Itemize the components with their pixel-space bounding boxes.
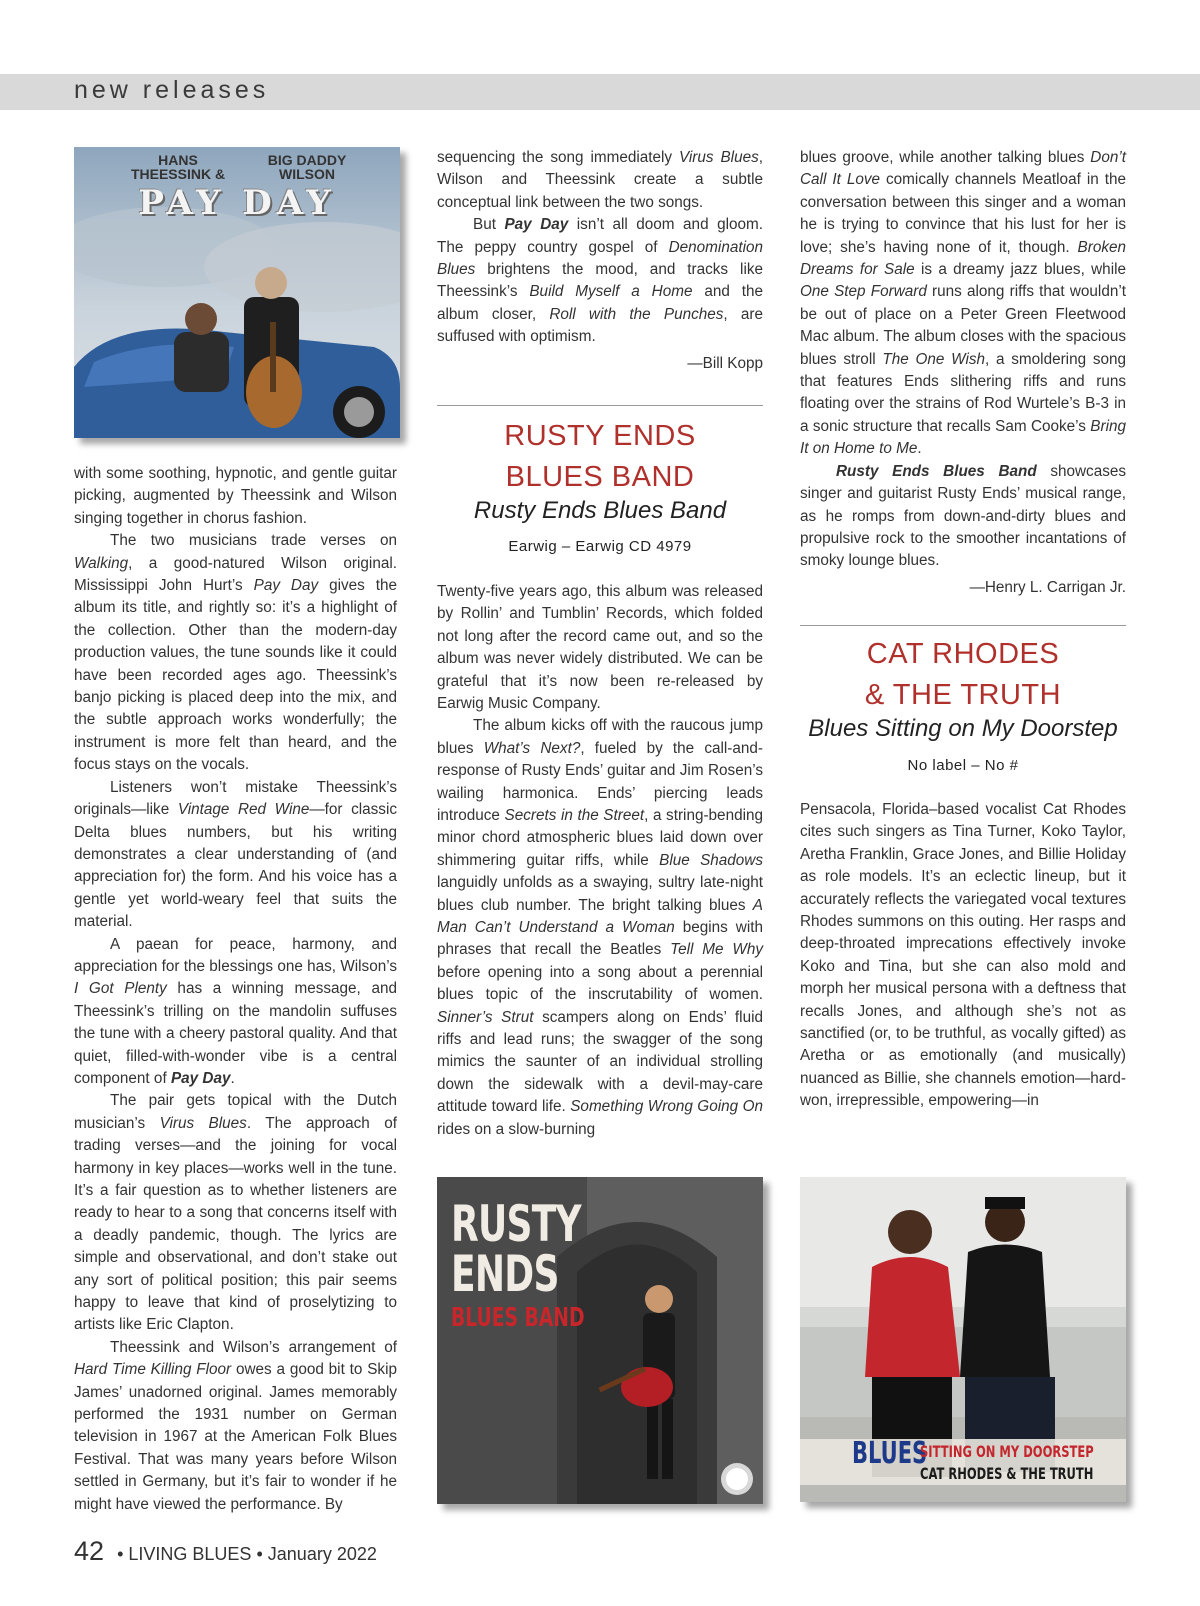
artist-rusty-ends-line2: BLUES BAND [505,461,695,494]
col2-para-1: sequencing the song immediately Virus Blues, Wilson and Theessink create a subtle conceptual link between the two songs. [437,149,763,211]
footer-bullet-1: • [117,1544,124,1564]
cover1-artist-right: BIG DADDY WILSON [267,152,347,182]
col2-para-3: Twenty-five years ago, this album was released by Rollin’ and Tumblin’ Records, which folded not long after the record came out, and so the album was never widely distributed. We can be grateful that it’s now been re-released by Earwig Music Company. [437,582,763,712]
page-number: 42 [74,1536,105,1566]
cover3-artist: CAT RHODES & THE TRUTH [920,1464,1094,1483]
album-title-rusty-ends: Rusty Ends Blues Band [473,497,727,525]
label-rusty-ends: Earwig – Earwig CD 4979 [508,538,692,556]
col1-para-1: with some soothing, hypnotic, and gentle guitar picking, augmented by Theessink and Wilson singing together in chorus fashion. [74,465,397,527]
column-2 [437,147,763,1141]
col3-para-3: Pensacola, Florida–based vocalist Cat Rhodes cites such singers as Tina Turner, Koko Taylor, Aretha Franklin, Grace Jones, and Billie Holiday as role models. It’s an eclectic lineup, but it accurately reflects the variegated vocal textures Rhodes summons on this outing. Her rasps and deep-throated imprecations effectively invoke Koko and Tina, but she can also mold and morph her musical persona with a deftness that recalls Jones, and although she’s not as sanctified (or, to be truthful, as vocally gifted) as Aretha or as emotionally (and musically) nuanced as Billie, she channels emotion—hard-won, irrepressible, empowering—in [800,800,1126,1110]
col3-para-2: Rusty Ends Blues Band showcases singer and guitarist Rusty Ends’ musical range, as he romps from down-and-dirty blues and propulsive rock to the smoother incantations of smoky lounge blues. [800,462,1127,570]
col1-para-5: The pair gets topical with the Dutch musician’s Virus Blues. The approach of trading verses—and the joining for vocal harmony in key places—works well in the tune. It’s a fair question as to whether listeners are ready to hear to a song that concerns itself with a deadly pandemic, though. The lyrics are simple and observational, and don’t stake out any sort of political position; this pair seems happy to leave that kind of proselytizing to artists like Eric Clapton. [74,1092,397,1334]
album-cover-rusty-ends [437,1177,763,1504]
artist-rusty-ends-line1: RUSTY ENDS [504,420,696,453]
cover3-subtitle: SITTING ON MY DOORSTEP [920,1442,1094,1461]
col1-para-4: A paean for peace, harmony, and appreciation for the blessings one has, Wilson’s I Got Plenty has a winning message, and Theessink’s trilling on the mandolin suffuses the tune with a cheery pastoral quality. And that quiet, filled-with-wonder vibe is a central component of Pay Day. [74,935,397,1087]
col1-para-3: Listeners won’t mistake Theessink’s originals—like Vintage Red Wine—for classic Delta blues numbers, but his writing demonstrates a clear understanding of (and appreciation for) the form. And his voice has a gentle yet world-weary feel that suits the material. [74,778,398,931]
col2-para-2: But Pay Day isn’t all doom and gloom. The peppy country gospel of Denomination Blues brightens the mood, and tracks like Theessink’s Build Myself a Home and the album closer, Roll with the Punches, are suffused with optimism. [437,216,763,346]
col1-para-2: The two musicians trade verses on Walking, a good-natured Wilson original. Mississippi John Hurt’s Pay Day gives the album its title, and rightly so: it’s a highlight of the collection. Other than the modern-day production values, the tune sounds like it could have been recorded ages ago. Theessink’s banjo picking is placed deep into the mix, and the subtle approach works wonderfully; the instrument is more felt than heard, and the focus stays on the vocals. [74,532,398,774]
issue-date: January 2022 [267,1544,377,1564]
cover1-artist-left: HANS THEESSINK & [130,152,226,182]
album-cover-cat-rhodes [800,1177,1126,1502]
col3-para-1: blues groove, while another talking blues Don’t Call It Love comically channels Meatloaf in the conversation between this singer and a woman he is trying to convince that his lust for her is love; she’s having none of it, though. Broken Dreams for Sale is a dreamy jazz blues, while One Step Forward runs along riffs that wouldn’t be out of place on a Peter Green Fleetwood Mac album. The album closes with the spacious blues stroll The One Wish, a smoldering song that features Ends slithering riffs and runs floating over the strains of Rod Wurtele’s B-3 in a sonic structure that recalls Sam Cooke’s Bring It on Home to Me. [800,149,1127,458]
cover1-title: PAY DAY [138,183,336,223]
cover2-line3: BLUES BAND [451,1303,585,1333]
artist-cat-rhodes-line1: CAT RHODES [866,638,1060,671]
album-title-cat-rhodes: Blues Sitting on My Doorstep [808,715,1118,743]
magazine-name: LIVING BLUES [128,1544,252,1564]
signature-henry-carrigan: —Henry L. Carrigan Jr. [969,578,1126,596]
section-title: new releases [74,76,270,104]
page-footer [74,1536,377,1567]
col1-para-6: Theessink and Wilson’s arrangement of Hard Time Killing Floor owes a good bit to Skip James’ unadorned original. James memorably performed the 1931 number on German television in 1967 at the American Folk Blues Festival. That was many years before Wilson settled in Germany, but it’s fair to wonder if he might have viewed the performance. By [74,1338,397,1513]
footer-bullet-2: • [256,1544,263,1564]
cover2-line1: RUSTY [451,1195,581,1253]
label-cat-rhodes: No label – No # [907,756,1019,774]
col2-para-4: The album kicks off with the raucous jump blues What’s Next?, fueled by the call-and-response of Rusty Ends’ guitar and Jim Rosen’s wailing harmonica. Ends’ piercing leads introduce Secrets in the Street, a string-bending minor chord atmospheric blues laid down over shimmering guitar riffs, while Blue Shadows languidly unfolds as a swaying, sultry late-night blues club number. The bright talking blues A Man Can’t Understand a Woman begins with phrases that recall the Beatles Tell Me Why before opening into a song about a perennial blues topic of the inscrutability of women. Sinner’s Strut scampers along on Ends’ fluid riffs and lead runs; the swagger of the song mimics the saunter of an individual strolling down the sidewalk with a devil-may-care attitude toward life. Something Wrong Going On rides on a slow-burning [437,717,764,1138]
album-cover-pay-day [74,147,400,438]
signature-bill-kopp: —Bill Kopp [687,354,763,372]
artist-cat-rhodes-line2: & THE TRUTH [864,679,1062,712]
cover2-line2: ENDS [451,1245,559,1303]
cover3-blues: BLUES [852,1436,928,1471]
column-3 [800,147,1126,1113]
column-1 [74,463,397,1516]
